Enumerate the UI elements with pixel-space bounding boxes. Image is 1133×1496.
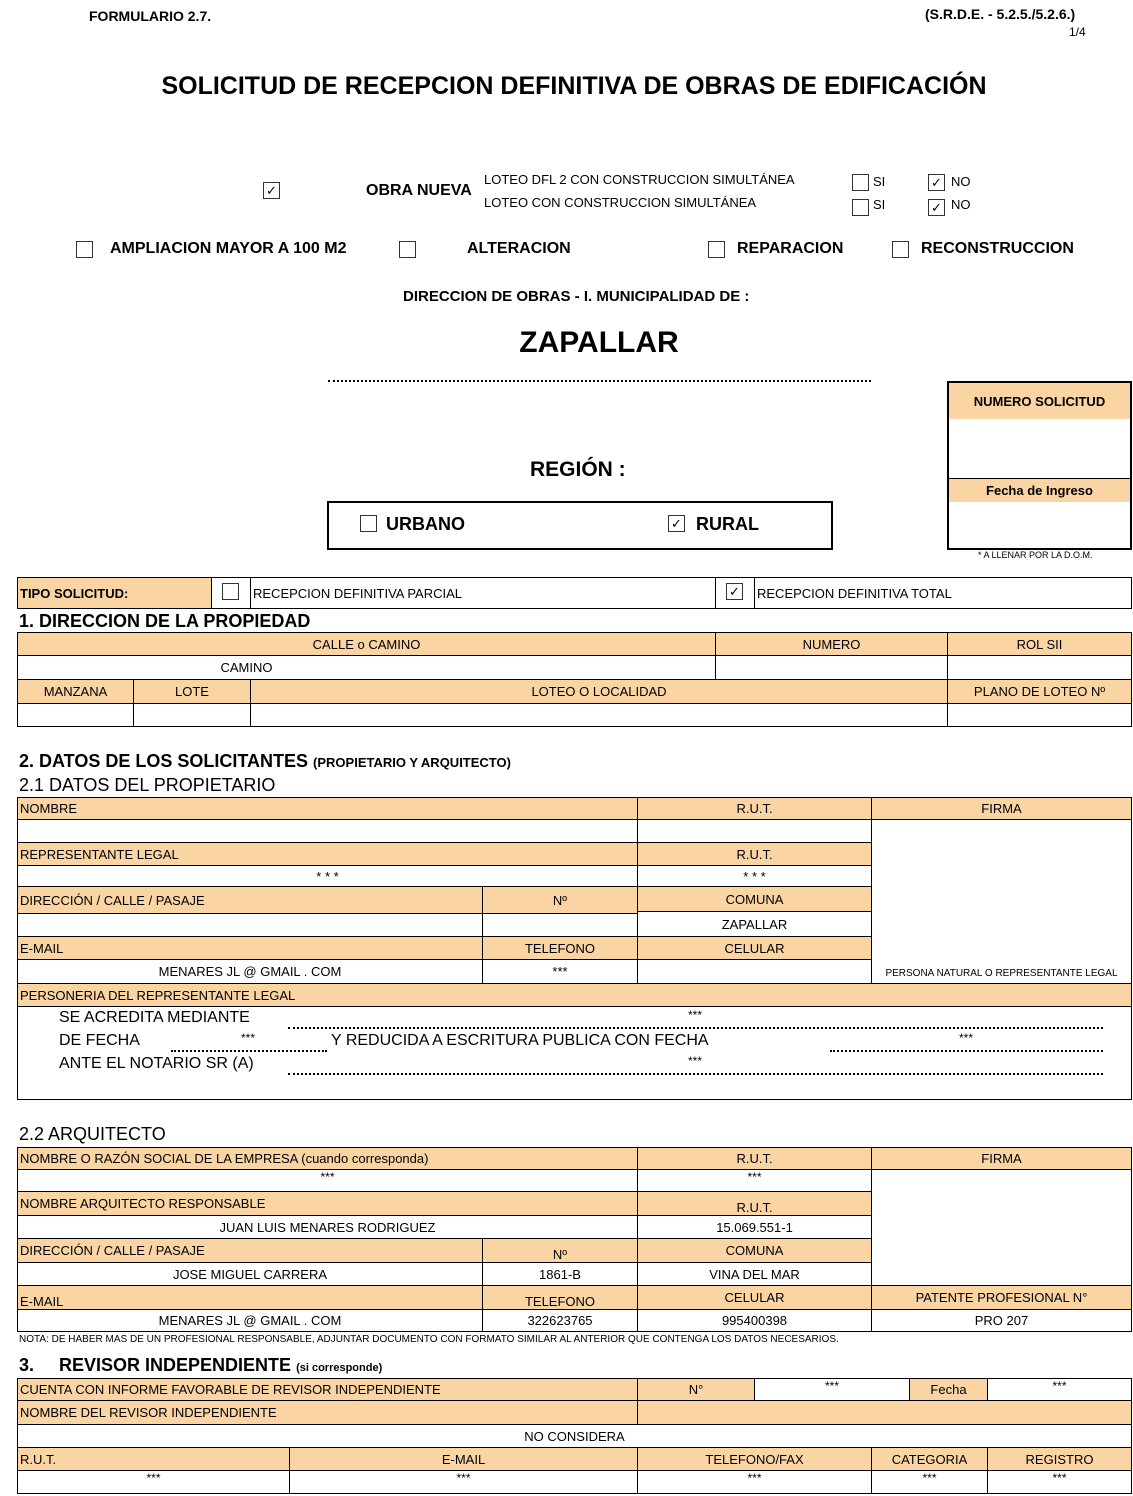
de-fecha-label: DE FECHA	[59, 1032, 140, 1049]
arq-dir-value[interactable]: JOSE MIGUEL CARRERA	[17, 1262, 483, 1286]
acredita-value[interactable]: ***	[688, 1008, 703, 1022]
rep-rut-value[interactable]: * * *	[637, 865, 872, 887]
patente-value[interactable]: PRO 207	[871, 1309, 1132, 1332]
ampliacion-label: AMPLIACION MAYOR A 100 M2	[110, 240, 347, 257]
empresa-header: NOMBRE O RAZÓN SOCIAL DE LA EMPRESA (cuando corresponda)	[17, 1147, 638, 1170]
dom-label: DIRECCION DE OBRAS - I. MUNICIPALIDAD DE :	[403, 288, 750, 305]
notario-value[interactable]: ***	[688, 1054, 703, 1068]
revisor-reg-value[interactable]: ***	[987, 1470, 1132, 1494]
revisor-fecha-header: Fecha	[909, 1378, 988, 1401]
plano-value[interactable]	[947, 703, 1132, 727]
notario-label: ANTE EL NOTARIO SR (A)	[59, 1055, 254, 1072]
arq-num-header: Nº	[482, 1238, 638, 1263]
dfl2-no-checkbox[interactable]: ✓	[928, 174, 945, 191]
revisor-nombre-value[interactable]: NO CONSIDERA	[17, 1424, 1132, 1448]
plano-header: PLANO DE LOTEO Nº	[947, 679, 1132, 704]
const-no-label: NO	[951, 197, 971, 212]
arq-tel-header: TELEFONO	[482, 1285, 638, 1310]
revisor-reg-header: REGISTRO	[987, 1447, 1132, 1471]
prop-rut-header: R.U.T.	[637, 797, 872, 820]
reducida-label: Y REDUCIDA A ESCRITURA PUBLICA CON FECHA	[331, 1032, 709, 1049]
empresa-rut-header: R.U.T.	[637, 1147, 872, 1170]
revisor-nombre-header: NOMBRE DEL REVISOR INDEPENDIENTE	[17, 1400, 638, 1425]
arq-firma-area[interactable]	[871, 1169, 1132, 1286]
arq-cel-header: CELULAR	[637, 1285, 872, 1310]
alteracion-checkbox[interactable]	[399, 241, 416, 258]
section2-title-small: (PROPIETARIO Y ARQUITECTO)	[313, 755, 511, 770]
prop-comuna-header: COMUNA	[637, 886, 872, 912]
lote-header: LOTE	[133, 679, 251, 704]
dfl2-no-label: NO	[951, 174, 971, 189]
rep-legal-header: REPRESENTANTE LEGAL	[17, 842, 638, 866]
manzana-header: MANZANA	[17, 679, 134, 704]
dfl2-si-checkbox[interactable]	[852, 174, 869, 191]
prop-nombre-header: NOMBRE	[17, 797, 638, 820]
form-code: (S.R.D.E. - 5.2.5./5.2.6.)	[925, 6, 1076, 22]
arq-firma-header: FIRMA	[871, 1147, 1132, 1170]
page-number: 1/4	[1069, 25, 1086, 39]
revisor-email-value[interactable]: ***	[289, 1470, 638, 1494]
arq-num-value[interactable]: 1861-B	[482, 1262, 638, 1286]
numero-solicitud-field[interactable]	[947, 419, 1132, 479]
urbano-checkbox[interactable]	[360, 515, 377, 532]
urbano-label: URBANO	[386, 514, 465, 534]
reducida-value[interactable]: ***	[959, 1031, 974, 1045]
obra-nueva-checkbox[interactable]: ✓	[263, 182, 280, 199]
const-si-checkbox[interactable]	[852, 199, 869, 216]
section2-title-main: 2. DATOS DE LOS SOLICITANTES	[19, 751, 309, 771]
prop-cel-header: CELULAR	[637, 936, 872, 960]
tipo-solicitud-label: TIPO SOLICITUD:	[17, 577, 212, 609]
arq-nota: NOTA: DE HABER MAS DE UN PROFESIONAL RESPONSABLE, ADJUNTAR DOCUMENTO CON FORMATO SIMILAR AL ANTERIOR QUE CONTENGA LOS DATOS NECESARIOS.	[19, 1334, 839, 1345]
prop-num-value[interactable]	[482, 913, 638, 937]
total-label: RECEPCION DEFINITIVA TOTAL	[754, 577, 1132, 609]
loteo-value[interactable]	[250, 703, 948, 727]
de-fecha-value[interactable]: ***	[241, 1031, 256, 1045]
ampliacion-checkbox[interactable]	[76, 241, 93, 258]
revisor-n-value[interactable]: ***	[754, 1378, 910, 1401]
revisor-nombre-header-fill	[637, 1400, 1132, 1425]
de-fecha-line	[171, 1050, 327, 1052]
arq-tel-value[interactable]: 322623765	[482, 1309, 638, 1332]
loteo-dfl2-label: LOTEO DFL 2 CON CONSTRUCCION SIMULTÁNEA	[484, 172, 795, 187]
revisor-cat-value[interactable]: ***	[871, 1470, 988, 1494]
numero-solicitud-header: NUMERO SOLICITUD	[947, 381, 1132, 420]
section21-title: 2.1 DATOS DEL PROPIETARIO	[19, 775, 276, 795]
empresa-value[interactable]: ***	[17, 1169, 638, 1192]
empresa-rut-value[interactable]: ***	[637, 1169, 872, 1192]
prop-num-header: Nº	[482, 886, 638, 914]
prop-dir-value[interactable]	[17, 913, 483, 937]
revisor-fecha-value[interactable]: ***	[987, 1378, 1132, 1401]
rural-label: RURAL	[696, 514, 759, 534]
arq-dir-header: DIRECCIÓN / CALLE / PASAJE	[17, 1238, 483, 1263]
const-no-checkbox[interactable]: ✓	[928, 199, 945, 216]
fecha-ingreso-header: Fecha de Ingreso	[947, 478, 1132, 503]
acredita-line	[288, 1027, 1103, 1029]
prop-tel-value[interactable]: ***	[482, 959, 638, 984]
revisor-n-header: N°	[637, 1378, 755, 1401]
alteracion-label: ALTERACION	[467, 240, 571, 257]
prop-email-value[interactable]: MENARES JL @ GMAIL . COM	[17, 959, 483, 984]
municipio-underline	[328, 380, 871, 382]
parcial-checkbox[interactable]	[222, 583, 239, 600]
patente-header: PATENTE PROFESIONAL N°	[871, 1285, 1132, 1310]
rep-legal-value[interactable]: * * *	[17, 865, 638, 887]
reparacion-label: REPARACION	[737, 240, 844, 257]
prop-comuna-value[interactable]: ZAPALLAR	[637, 911, 872, 937]
prop-firma-area[interactable]: PERSONA NATURAL O REPRESENTANTE LEGAL	[871, 819, 1132, 984]
section2-title	[19, 751, 511, 772]
form-id: FORMULARIO 2.7.	[89, 8, 212, 24]
arq-nombre-header: NOMBRE ARQUITECTO RESPONSABLE	[17, 1191, 638, 1216]
section3-title	[59, 1355, 382, 1376]
reconstruccion-checkbox[interactable]	[892, 241, 909, 258]
nota-dom: * A LLENAR POR LA D.O.M.	[978, 550, 1093, 560]
revisor-tel-header: TELEFONO/FAX	[637, 1447, 872, 1471]
manzana-value[interactable]	[17, 703, 134, 727]
revisor-email-header: E-MAIL	[289, 1447, 638, 1471]
region-label: REGIÓN :	[530, 458, 626, 481]
calle-header: CALLE o CAMINO	[17, 632, 716, 656]
rol-header: ROL SII	[947, 632, 1132, 656]
section3-num: 3.	[19, 1355, 35, 1375]
prop-cel-value[interactable]	[637, 959, 872, 984]
revisor-tel-value[interactable]: ***	[637, 1470, 872, 1494]
revisor-rut-value[interactable]: ***	[17, 1470, 290, 1494]
loteo-const-label: LOTEO CON CONSTRUCCION SIMULTÁNEA	[484, 195, 757, 210]
prop-firma-header: FIRMA	[871, 797, 1132, 820]
section3-title-small: (si corresponde)	[296, 1362, 383, 1374]
reparacion-checkbox[interactable]	[708, 241, 725, 258]
obra-nueva-label: OBRA NUEVA	[366, 182, 472, 199]
arq-rut-header: R.U.T.	[637, 1191, 872, 1216]
arq-cel-value[interactable]: 995400398	[637, 1309, 872, 1332]
lote-value[interactable]	[133, 703, 251, 727]
numero-value[interactable]	[715, 655, 948, 680]
revisor-rut-header: R.U.T.	[17, 1447, 290, 1471]
loteo-header: LOTEO O LOCALIDAD	[250, 679, 948, 704]
reconstruccion-label: RECONSTRUCCION	[921, 240, 1074, 257]
rural-checkbox[interactable]: ✓	[668, 515, 685, 532]
arq-email-value[interactable]: MENARES JL @ GMAIL . COM	[17, 1309, 483, 1332]
page-title: SOLICITUD DE RECEPCION DEFINITIVA DE OBRAS DE EDIFICACIÓN	[161, 72, 987, 100]
revisor-cat-header: CATEGORIA	[871, 1447, 988, 1471]
prop-tel-header: TELEFONO	[482, 936, 638, 960]
rep-rut-header: R.U.T.	[637, 842, 872, 866]
prop-rut-value[interactable]	[637, 819, 872, 843]
fecha-ingreso-field[interactable]	[947, 502, 1132, 550]
rol-value[interactable]	[947, 655, 1132, 680]
const-si-label: SI	[873, 197, 886, 212]
total-checkbox[interactable]: ✓	[726, 583, 743, 600]
municipio: ZAPALLAR	[519, 326, 679, 359]
acredita-label: SE ACREDITA MEDIANTE	[59, 1009, 250, 1026]
arq-email-header: E-MAIL	[17, 1285, 483, 1310]
personeria-header: PERSONERIA DEL REPRESENTANTE LEGAL	[17, 983, 1132, 1007]
prop-dir-header: DIRECCIÓN / CALLE / PASAJE	[17, 886, 483, 914]
calle-value[interactable]: CAMINO	[17, 655, 716, 680]
arq-nombre-value[interactable]: JUAN LUIS MENARES RODRIGUEZ	[17, 1215, 638, 1239]
prop-nombre-value[interactable]	[17, 819, 638, 843]
arq-comuna-value[interactable]: VINA DEL MAR	[637, 1262, 872, 1286]
prop-email-header: E-MAIL	[17, 936, 483, 960]
section22-title: 2.2 ARQUITECTO	[19, 1124, 166, 1144]
section1-title: 1. DIRECCION DE LA PROPIEDAD	[19, 611, 311, 631]
numero-header: NUMERO	[715, 632, 948, 656]
reducida-line	[830, 1050, 1103, 1052]
dfl2-si-label: SI	[873, 174, 886, 189]
section3-title-main: REVISOR INDEPENDIENTE	[59, 1355, 292, 1375]
arq-rut-value[interactable]: 15.069.551-1	[637, 1215, 872, 1239]
parcial-label: RECEPCION DEFINITIVA PARCIAL	[250, 577, 716, 609]
arq-comuna-header: COMUNA	[637, 1238, 872, 1263]
notario-line	[288, 1073, 1103, 1075]
cuenta-header: CUENTA CON INFORME FAVORABLE DE REVISOR INDEPENDIENTE	[17, 1378, 638, 1401]
